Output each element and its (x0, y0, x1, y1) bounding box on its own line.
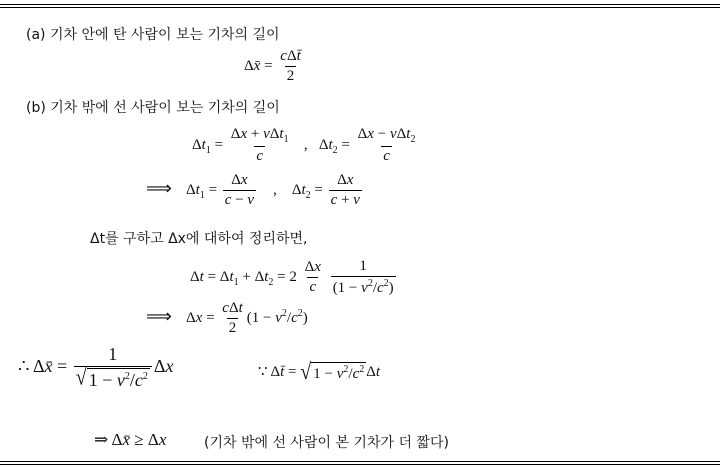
part-a-label: (a) 기차 안에 탄 사람이 보는 기차의 길이 (26, 27, 280, 43)
conclusion-note: (기차 밖에 선 사람이 본 기차가 더 짧다) (204, 435, 449, 451)
equation-b3: $\Delta t = \Delta t_1 + \Delta t_2 = 2$ $\frac{\Delta x}{c}$ $\frac{1}{(1 - v^2/c^2)}$ (190, 258, 394, 296)
bottom-rule-inner (0, 464, 720, 465)
top-rule (0, 4, 720, 5)
equation-a: Δx̄ = $\frac{\text{cΔt̄}}{2}$ (244, 48, 301, 84)
equation-conclusion: ⇒ Δx̄ ≥ Δx (94, 430, 167, 449)
equation-because: ∵ Δt̄ = √ $1 - v^2/c^2$ Δt (258, 359, 381, 385)
equation-b2: ⟹ $\Delta t_1$ = $\frac{\Delta x}{c - v}$ , $\Delta t_2$ = $\frac{\Delta x}{c + v}$ (146, 172, 360, 208)
bottom-rule (0, 461, 720, 462)
mid-sentence: Δt를 구하고 Δx에 대하여 정리하면, (90, 231, 308, 247)
equation-b4: ⟹ Δx = $\frac{\text{cΔt}}{2}$ $(1 - v^2/c^2)$ (146, 300, 308, 336)
part-b-label: (b) 기차 밖에 선 사람이 보는 기차의 길이 (26, 100, 280, 116)
top-rule-inner (0, 7, 720, 8)
equation-result: ∴ Δx̄ = 1 √ $1 - v^2/c^2$ Δx (18, 344, 174, 391)
equation-b1: $\Delta t_1$ = $\frac{\Delta x + v\Delta t_1}{c}$ , $\Delta t_2$ = $\frac{\Delta x - v\Delta t_2}{c}$ (192, 126, 416, 164)
